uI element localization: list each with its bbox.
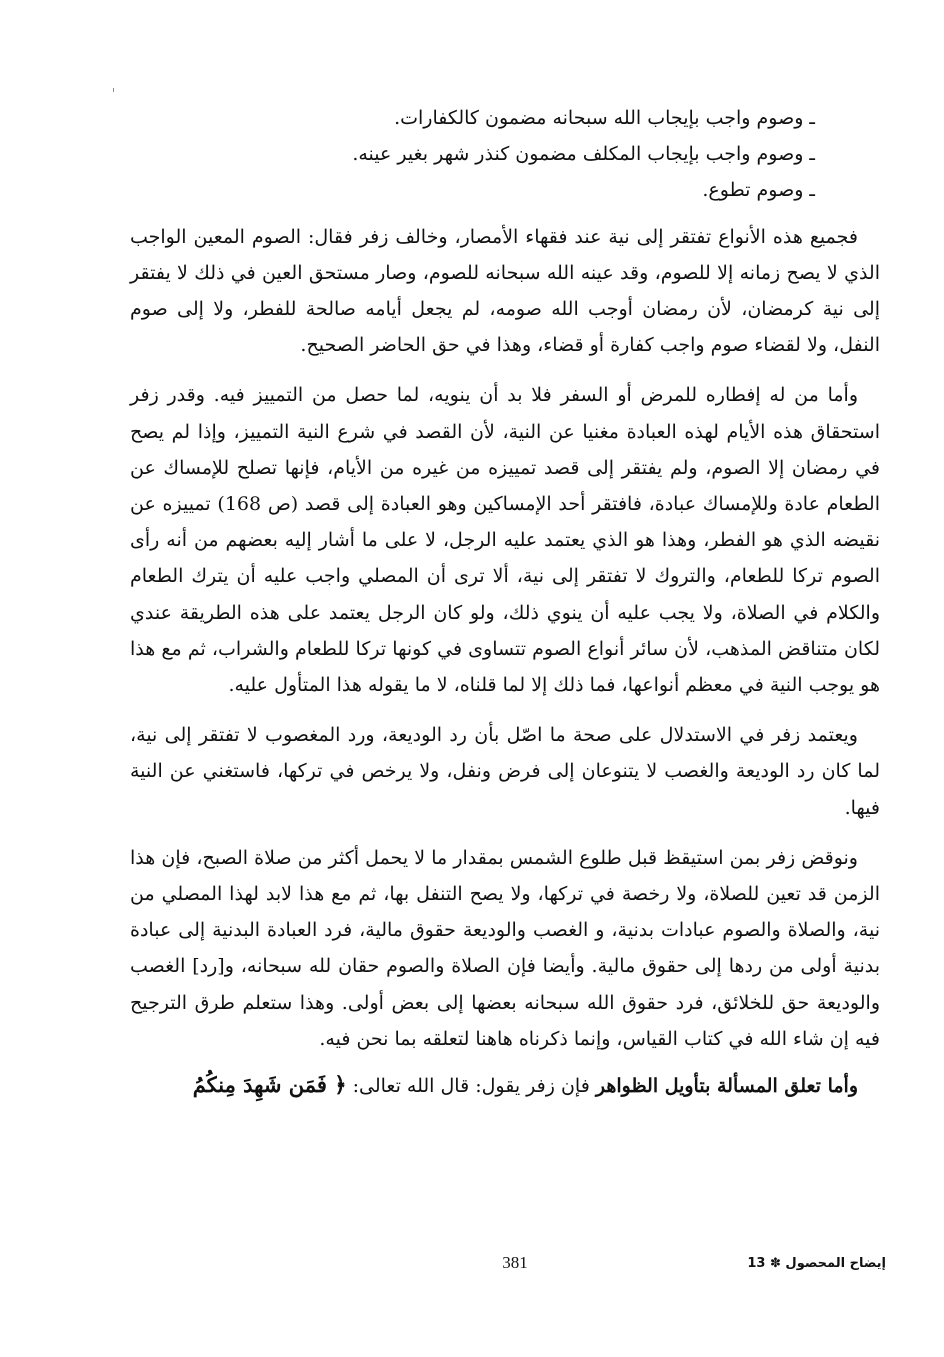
paragraph-5-text: فإن زفر يقول: قال الله تعالى: [352, 1075, 590, 1098]
paragraph-5-heading: وأما تعلق المسألة بتأويل الظواهر [595, 1075, 858, 1098]
paragraph-2: وأما من له إفطاره للمرض أو السفر فلا بد أن ينويه، لما حصل من التمييز فيه. وقدر زفر استحقاق هذه الأيام لهذه العبادة مغنيا عن النية، لأن القصد في شرع النية التمييز، وإذا لم يصح في رمضان إلا الصوم، ولم يفتقر إلى قصد تمييزه من غيره من الأيام، فإنها تصلح للإمساك عن الطعام عادة وللإمساك عبادة، فافتقر أحد الإمساكين وهو العبادة إلى قصد (ص 168) تمييزه عن نقيضه الذي هو الفطر، وهذا هو الذي يعتمد عليه الرجل، لا على ما أشار إليه بعضهم من أنه رأى الصوم تركا للطعام، والتروك لا تفتقر إلى نية، ألا ترى أن المصلي واجب عليه أن يترك الطعام والكلام في الصلاة، ولا يجب عليه أن ينوي ذلك، ولو كان الرجل يعتمد على هذه الطريقة عندي لكان متناقض المذهب، لأن سائر أنواع الصوم تتساوى في كونها تركا للطعام والشراب، ثم مع هذا هو يوجب النية في معظم أنواعها، فما ذلك إلا لما قلناه، لا ما يقوله هذا المتأول عليه. [130, 384, 880, 697]
page-body [130, 100, 880, 1104]
margin-mark [113, 88, 114, 92]
book-title: إيضاح المحصول ✽ 13 [747, 1256, 886, 1271]
paragraph-5 [130, 1067, 880, 1104]
bullet-line-2: ـ وصوم واجب بإيجاب المكلف مضمون كنذر شهر بغير عينه. [352, 143, 815, 166]
bullet-line-3: ـ وصوم تطوع. [702, 179, 815, 202]
page-number: 381 [502, 1253, 528, 1272]
paragraph-4: ونوقض زفر بمن استيقظ قبل طلوع الشمس بمقدار ما لا يحمل أكثر من صلاة الصبح، فإن هذا الزمن قد تعين للصلاة، ولا رخصة في تركها، ولا يصح التنفل بها، ثم مع هذا لابد لهذا المصلي من نية، والصلاة والصوم عبادات بدنية، و الغصب والوديعة حقوق مالية، فرد العبادة البدنية إلى عبادة بدنية أولى من ردها إلى حقوق مالية. وأيضا فإن الصلاة والصوم حقان لله سبحانه، و[رد] الغصب والوديعة حق للخلائق، فرد حقوق الله سبحانه بعضها إلى بعض أولى. وهذا ستعلم طرق الترجيح فيه إن شاء الله في كتاب القياس، وإنما ذكرناه هاهنا لتعلقه بما نحن فيه. [130, 846, 880, 1050]
paragraph-3: ويعتمد زفر في الاستدلال على صحة ما اصّل بأن رد الوديعة، ورد المغصوب لا تفتقر إلى نية، لما كان رد الوديعة والغصب لا يتنوعان إلى فرض ونفل، ولا يرخص في تركها، فاستغني عن النية فيها. [130, 724, 880, 819]
bullet-line-1: ـ وصوم واجب بإيجاب الله سبحانه مضمون كالكفارات. [394, 107, 815, 129]
quran-quote: ﴿ فَمَن شَهِدَ مِنكُمُ [192, 1072, 347, 1098]
paragraph-1: فجميع هذه الأنواع تفتقر إلى نية عند فقهاء الأمصار، وخالف زفر فقال: الصوم المعين الواجب الذي لا يصح زمانه إلا للصوم، وقد عينه الله سبحانه للصوم، وصار مستحق العين في ذلك لا يفتقر إلى نية كرمضان، لأن رمضان أوجب الله صومه، لم يجعل أيامه صالحة للفطر، ولا إلى صوم النفل، ولا لقضاء صوم واجب كفارة أو قضاء، وهذا في حق الحاضر الصحيح. [130, 225, 880, 357]
